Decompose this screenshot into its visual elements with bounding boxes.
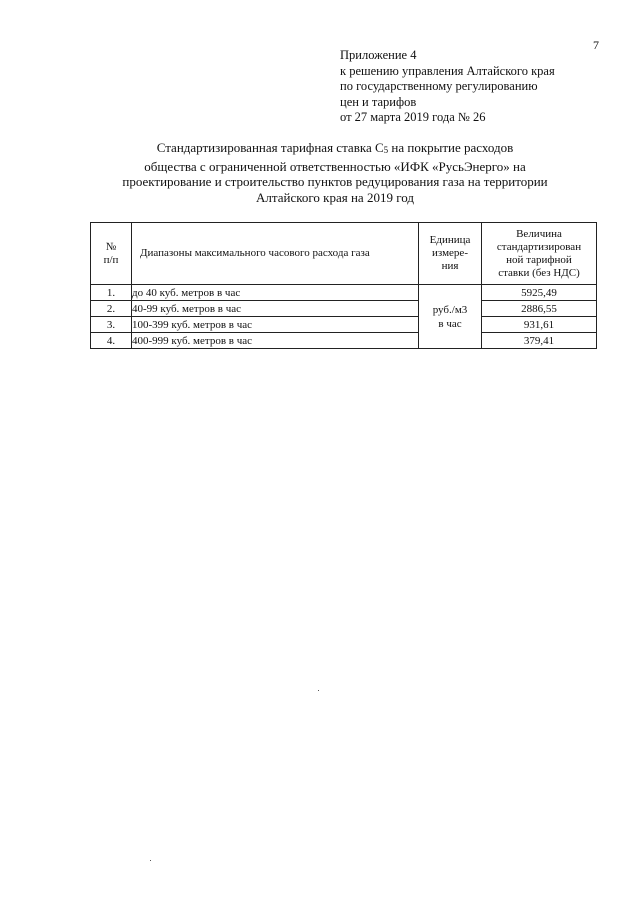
appendix-line: от 27 марта 2019 года № 26 (340, 110, 486, 124)
table-header-row (91, 223, 597, 285)
appendix-line: Приложение 4 (340, 48, 417, 62)
row-rate: 2886,55 (482, 301, 597, 317)
header-range: Диапазоны максимального часового расхода газа (132, 223, 419, 285)
row-number: 1. (91, 285, 132, 301)
title-line: проектирование и строительство пунктов редуцирования газа на территории (122, 174, 548, 189)
row-number: 3. (91, 317, 132, 333)
row-range: до 40 куб. метров в час (132, 285, 419, 301)
table-row (91, 333, 597, 349)
appendix-line: цен и тарифов (340, 94, 417, 109)
title-line: общества с ограниченной ответственностью «ИФК «РусьЭнерго» на (144, 158, 526, 174)
unit-cell: руб./м3 в час (419, 285, 482, 349)
scan-speck (150, 860, 151, 861)
appendix-line: к решению управления Алтайского края (340, 63, 555, 78)
row-rate: 5925,49 (482, 285, 597, 301)
header-unit: Единица измере- ния (419, 223, 482, 285)
table-row (91, 317, 597, 333)
row-number: 2. (91, 301, 132, 317)
appendix-block (340, 48, 555, 126)
title-subscript: 5 (383, 145, 389, 155)
row-number: 4. (91, 333, 132, 349)
row-rate: 379,41 (482, 333, 597, 349)
page-number: 7 (593, 38, 599, 52)
row-rate: 931,61 (482, 317, 597, 333)
scan-speck (318, 690, 319, 691)
title-line (90, 140, 580, 159)
appendix-line: по государственному регулированию (340, 79, 538, 93)
title-text: Стандартизированная тарифная ставка С (156, 140, 384, 155)
document-title (90, 140, 580, 205)
title-text: на покрытие расходов (388, 140, 514, 155)
header-num: № п/п (91, 223, 132, 285)
row-range: 40-99 куб. метров в час (132, 301, 419, 317)
header-rate: Величина стандартизирован ной тарифной ставки (без НДС) (482, 223, 597, 285)
tariff-table (90, 222, 597, 349)
title-line: Алтайского края на 2019 год (256, 189, 414, 205)
table-row (91, 285, 597, 301)
row-range: 400-999 куб. метров в час (132, 333, 419, 349)
row-range: 100-399 куб. метров в час (132, 317, 419, 333)
table-row (91, 301, 597, 317)
